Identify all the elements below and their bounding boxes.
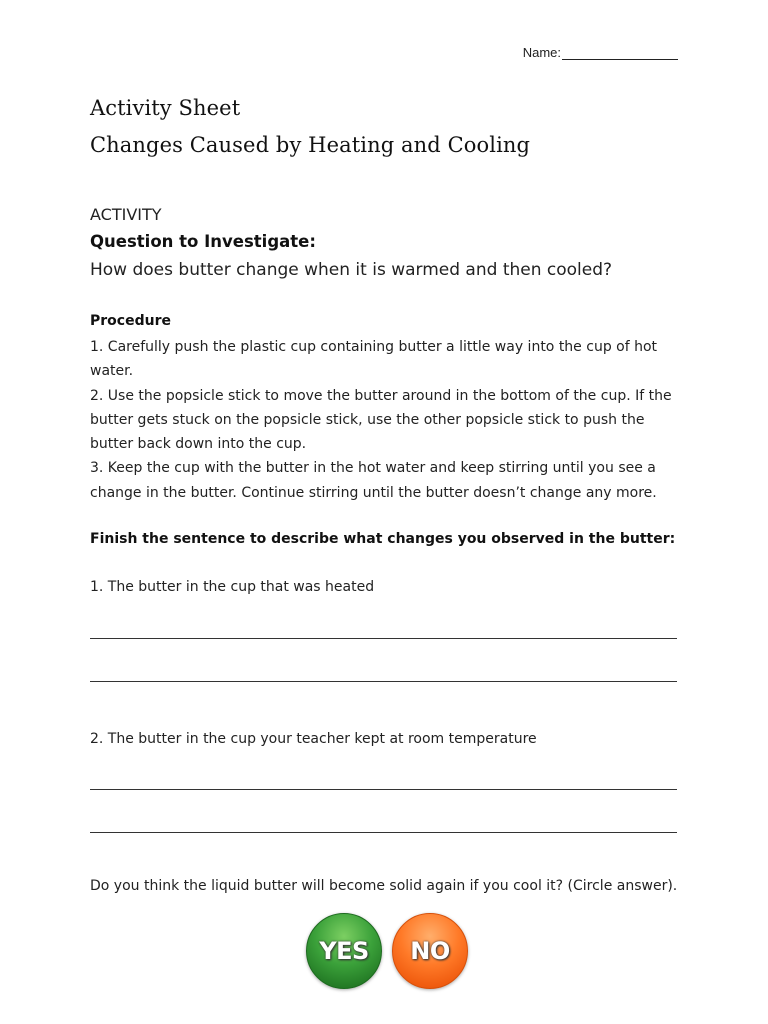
observation-prompt-heated: 1. The butter in the cup that was heated xyxy=(90,579,375,595)
name-label: Name: xyxy=(522,45,561,60)
procedure-step: 3. Keep the cup with the butter in the hot water and keep stirring until you see a change in the butter. Continue stirring until the butter doesn’t change any more. xyxy=(90,460,657,501)
name-blank-line[interactable] xyxy=(562,45,678,60)
answer-choices xyxy=(306,913,466,991)
name-field[interactable] xyxy=(523,45,678,60)
answer-line[interactable] xyxy=(90,832,677,833)
activity-label: ACTIVITY xyxy=(90,205,162,224)
answer-line[interactable] xyxy=(90,638,677,639)
yes-button[interactable]: YES xyxy=(306,913,382,989)
procedure-step: 1. Carefully push the plastic cup containing butter a little way into the cup of hot water. xyxy=(90,339,658,380)
observation-prompt-room-temp: 2. The butter in the cup your teacher kept at room temperature xyxy=(90,731,537,747)
question-text: How does butter change when it is warmed and then cooled? xyxy=(90,260,613,280)
sheet-subtitle: Changes Caused by Heating and Cooling xyxy=(90,133,531,157)
sheet-title: Activity Sheet xyxy=(90,96,241,120)
answer-line[interactable] xyxy=(90,681,677,682)
circle-answer-question: Do you think the liquid butter will become solid again if you cool it? (Circle answer). xyxy=(90,878,678,894)
procedure-heading: Procedure xyxy=(90,313,171,329)
no-button[interactable]: NO xyxy=(392,913,468,989)
procedure-steps xyxy=(90,335,680,505)
procedure-step: 2. Use the popsicle stick to move the butter around in the bottom of the cup. If the butter gets stuck on the popsicle stick, use the other popsicle stick to push the butter back down into the cup. xyxy=(90,387,672,453)
question-heading: Question to Investigate: xyxy=(90,232,316,251)
answer-line[interactable] xyxy=(90,789,677,790)
observations-heading: Finish the sentence to describe what changes you observed in the butter: xyxy=(90,531,676,547)
